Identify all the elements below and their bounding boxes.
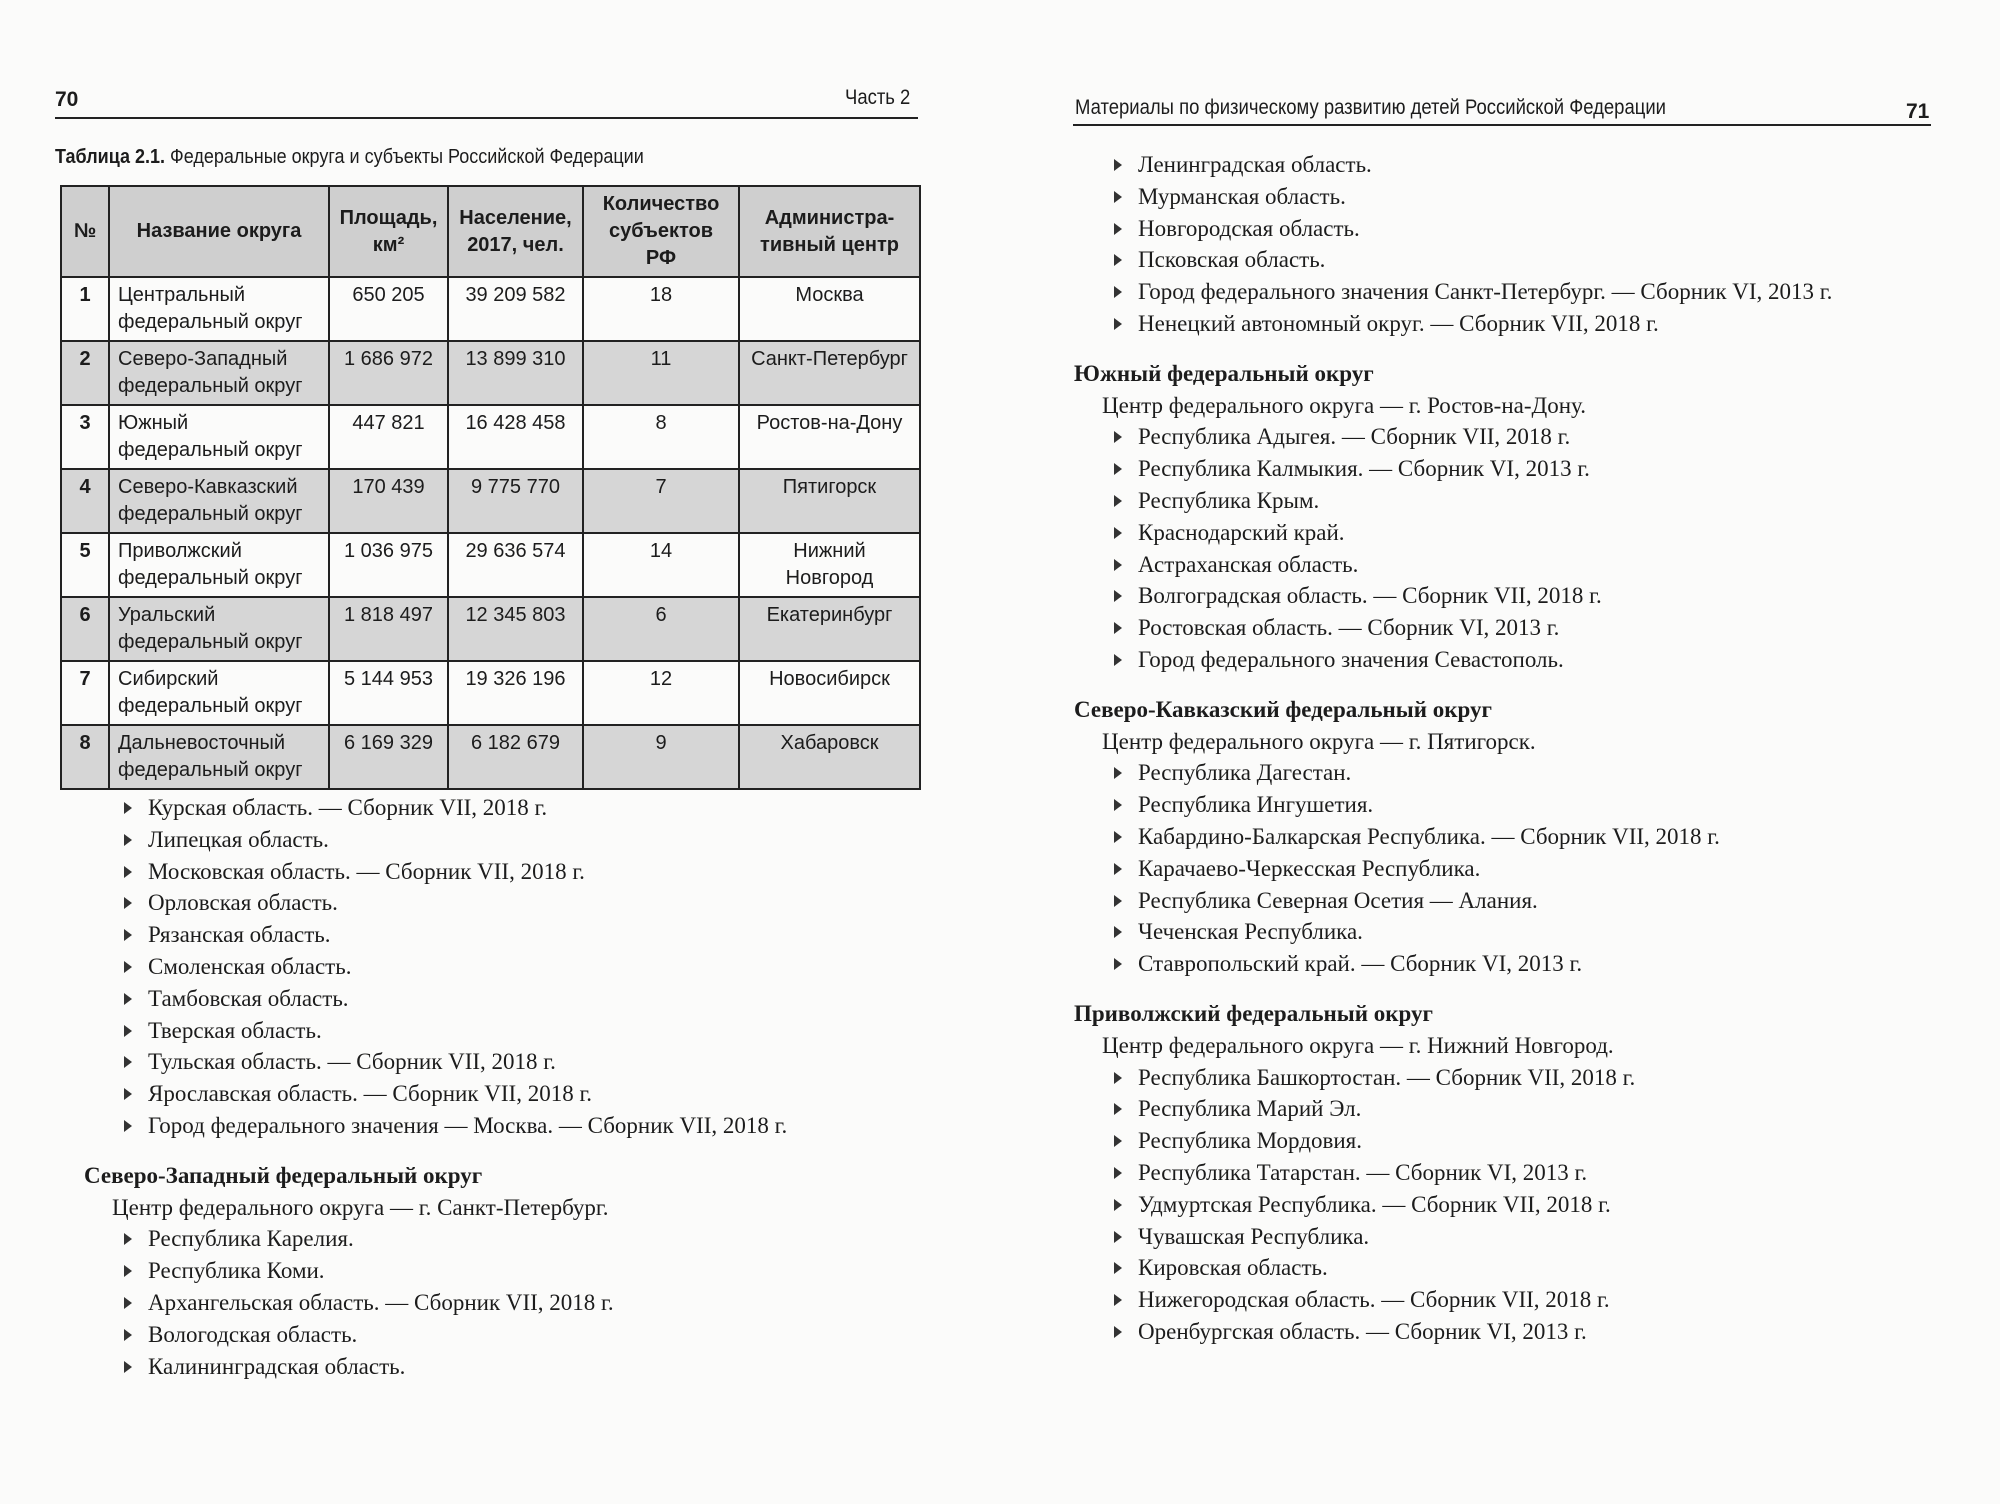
table-cell: Сибирский федеральный округ [109,661,329,725]
list-item: Мурманская область. [1110,181,1930,213]
table-cell: 16 428 458 [448,405,583,469]
list-item: Республика Калмыкия. — Сборник VI, 2013 г. [1110,453,1930,485]
list-item: Кировская область. [1110,1252,1930,1284]
table-cell: Северо-Кавказский федеральный округ [109,469,329,533]
table-cell: 39 209 582 [448,277,583,341]
list-item: Город федерального значения Санкт-Петербург. — Сборник VI, 2013 г. [1110,276,1930,308]
list-item: Московская область. — Сборник VII, 2018 г. [120,856,920,888]
list-item: Республика Мордовия. [1110,1125,1930,1157]
table-cell: Ростов-на-Дону [739,405,920,469]
table-cell: Новосибирск [739,661,920,725]
table-cell: 6 169 329 [329,725,448,789]
list-item: Вологодская область. [120,1319,920,1351]
table-header-cell: Население, 2017, чел. [448,186,583,277]
table-cell: 19 326 196 [448,661,583,725]
list-item: Республика Крым. [1110,485,1930,517]
list-item: Тульская область. — Сборник VII, 2018 г. [120,1046,920,1078]
table-cell: 1 [61,277,109,341]
table-cell: 12 [583,661,739,725]
section-heading: Северо-Кавказский федеральный округ [1074,696,1492,722]
table-cell: Москва [739,277,920,341]
list-item: Республика Марий Эл. [1110,1093,1930,1125]
list-item: Республика Карелия. [120,1223,920,1255]
list-item: Тверская область. [120,1015,920,1047]
table-cell: Дальневосточный федеральный округ [109,725,329,789]
list-item: Удмуртская Республика. — Сборник VII, 2018 г. [1110,1189,1930,1221]
district-center: Центр федерального округа — г. Пятигорск. [1102,728,1536,754]
table-cell: 13 899 310 [448,341,583,405]
table-cell: 2 [61,341,109,405]
table-cell: 9 [583,725,739,789]
table-cell: Нижний Новгород [739,533,920,597]
table-cell: 650 205 [329,277,448,341]
table-cell: Приволжский федеральный округ [109,533,329,597]
table-cell: 9 775 770 [448,469,583,533]
running-head-left: Часть 2 [845,86,911,109]
table-cell: 8 [583,405,739,469]
list-item: Краснодарский край. [1110,517,1930,549]
caption-text: Федеральные округа и субъекты Российской Федерации [170,146,644,168]
table-cell: Центральный федеральный округ [109,277,329,341]
table-cell: 3 [61,405,109,469]
table-cell: Уральский федеральный округ [109,597,329,661]
section-heading: Северо-Западный федеральный округ [84,1162,483,1188]
table-row [61,469,920,533]
table-cell: 14 [583,533,739,597]
list-item: Республика Коми. [120,1255,920,1287]
table-cell: Хабаровск [739,725,920,789]
table-row [61,725,920,789]
district-center: Центр федерального округа — г. Санкт-Петербург. [112,1194,609,1220]
table-cell: Пятигорск [739,469,920,533]
table-header-cell: Администра-тивный центр [739,186,920,277]
table-header-cell: № [61,186,109,277]
header-rule-left [55,117,918,119]
list-item: Оренбургская область. — Сборник VI, 2013 г. [1110,1316,1930,1348]
table-cell: 6 [61,597,109,661]
list-item: Ленинградская область. [1110,149,1930,181]
section-heading: Приволжский федеральный округ [1074,1000,1433,1026]
table-cell: 6 [583,597,739,661]
running-head-right: Материалы по физическому развитию детей Российской Федерации [1075,96,1666,119]
page-number-right: 71 [1906,100,1930,123]
header-rule-right [1073,124,1931,126]
list-item: Ненецкий автономный округ. — Сборник VII, 2018 г. [1110,308,1930,340]
table-row [61,277,920,341]
table-cell: 8 [61,725,109,789]
list-item: Республика Адыгея. — Сборник VII, 2018 г. [1110,421,1930,453]
list-item: Архангельская область. — Сборник VII, 2018 г. [120,1287,920,1319]
table-cell: Южный федеральный округ [109,405,329,469]
federal-districts-table [60,185,921,790]
list-item: Ярославская область. — Сборник VII, 2018 г. [120,1078,920,1110]
list-item: Смоленская область. [120,951,920,983]
table-row [61,661,920,725]
page-number-left: 70 [55,88,79,111]
section-heading: Южный федеральный округ [1074,360,1374,386]
table-cell: 1 686 972 [329,341,448,405]
table-cell: 18 [583,277,739,341]
list-item: Чувашская Республика. [1110,1221,1930,1253]
right-page-list [1074,149,1930,1348]
list-item: Республика Башкортостан. — Сборник VII, 2018 г. [1110,1062,1930,1094]
table-cell: 7 [583,469,739,533]
list-item: Город федерального значения Севастополь. [1110,644,1930,676]
list-item: Астраханская область. [1110,549,1930,581]
list-item: Ростовская область. — Сборник VI, 2013 г. [1110,612,1930,644]
table-cell: 5 [61,533,109,597]
list-item: Республика Татарстан. — Сборник VI, 2013 г. [1110,1157,1930,1189]
list-item: Волгоградская область. — Сборник VII, 2018 г. [1110,580,1930,612]
list-item: Липецкая область. [120,824,920,856]
table-cell: 4 [61,469,109,533]
table-cell: 170 439 [329,469,448,533]
table-cell: 5 144 953 [329,661,448,725]
table-row [61,405,920,469]
list-item: Курская область. — Сборник VII, 2018 г. [120,792,920,824]
list-item: Республика Дагестан. [1110,757,1930,789]
table-header-cell: Название округа [109,186,329,277]
list-item: Чеченская Республика. [1110,916,1930,948]
list-item: Ставропольский край. — Сборник VI, 2013 г. [1110,948,1930,980]
table-cell: 447 821 [329,405,448,469]
left-page-list [84,792,920,1382]
table-row [61,533,920,597]
table-cell: 7 [61,661,109,725]
district-center: Центр федерального округа — г. Нижний Новгород. [1102,1032,1614,1058]
table-cell: 1 036 975 [329,533,448,597]
list-item: Республика Ингушетия. [1110,789,1930,821]
table-caption [55,146,644,169]
list-item: Республика Северная Осетия — Алания. [1110,885,1930,917]
district-center: Центр федерального округа — г. Ростов-на-Дону. [1102,392,1586,418]
table-header-cell: Количество субъектов РФ [583,186,739,277]
table-header-row [61,186,920,277]
table-row [61,341,920,405]
table-cell: Екатеринбург [739,597,920,661]
caption-label: Таблица 2.1. [55,146,166,168]
list-item: Новгородская область. [1110,213,1930,245]
table-cell: Санкт-Петербург [739,341,920,405]
table-cell: 11 [583,341,739,405]
table-header-cell: Площадь, км² [329,186,448,277]
list-item: Кабардино-Балкарская Республика. — Сборник VII, 2018 г. [1110,821,1930,853]
table-cell: 29 636 574 [448,533,583,597]
list-item: Тамбовская область. [120,983,920,1015]
list-item: Нижегородская область. — Сборник VII, 2018 г. [1110,1284,1930,1316]
list-item: Псковская область. [1110,244,1930,276]
list-item: Орловская область. [120,887,920,919]
list-item: Калининградская область. [120,1351,920,1383]
table-cell: Северо-Западный федеральный округ [109,341,329,405]
table-cell: 6 182 679 [448,725,583,789]
list-item: Город федерального значения — Москва. — Сборник VII, 2018 г. [120,1110,920,1142]
table-row [61,597,920,661]
list-item: Карачаево-Черкесская Республика. [1110,853,1930,885]
table-cell: 1 818 497 [329,597,448,661]
table-cell: 12 345 803 [448,597,583,661]
list-item: Рязанская область. [120,919,920,951]
